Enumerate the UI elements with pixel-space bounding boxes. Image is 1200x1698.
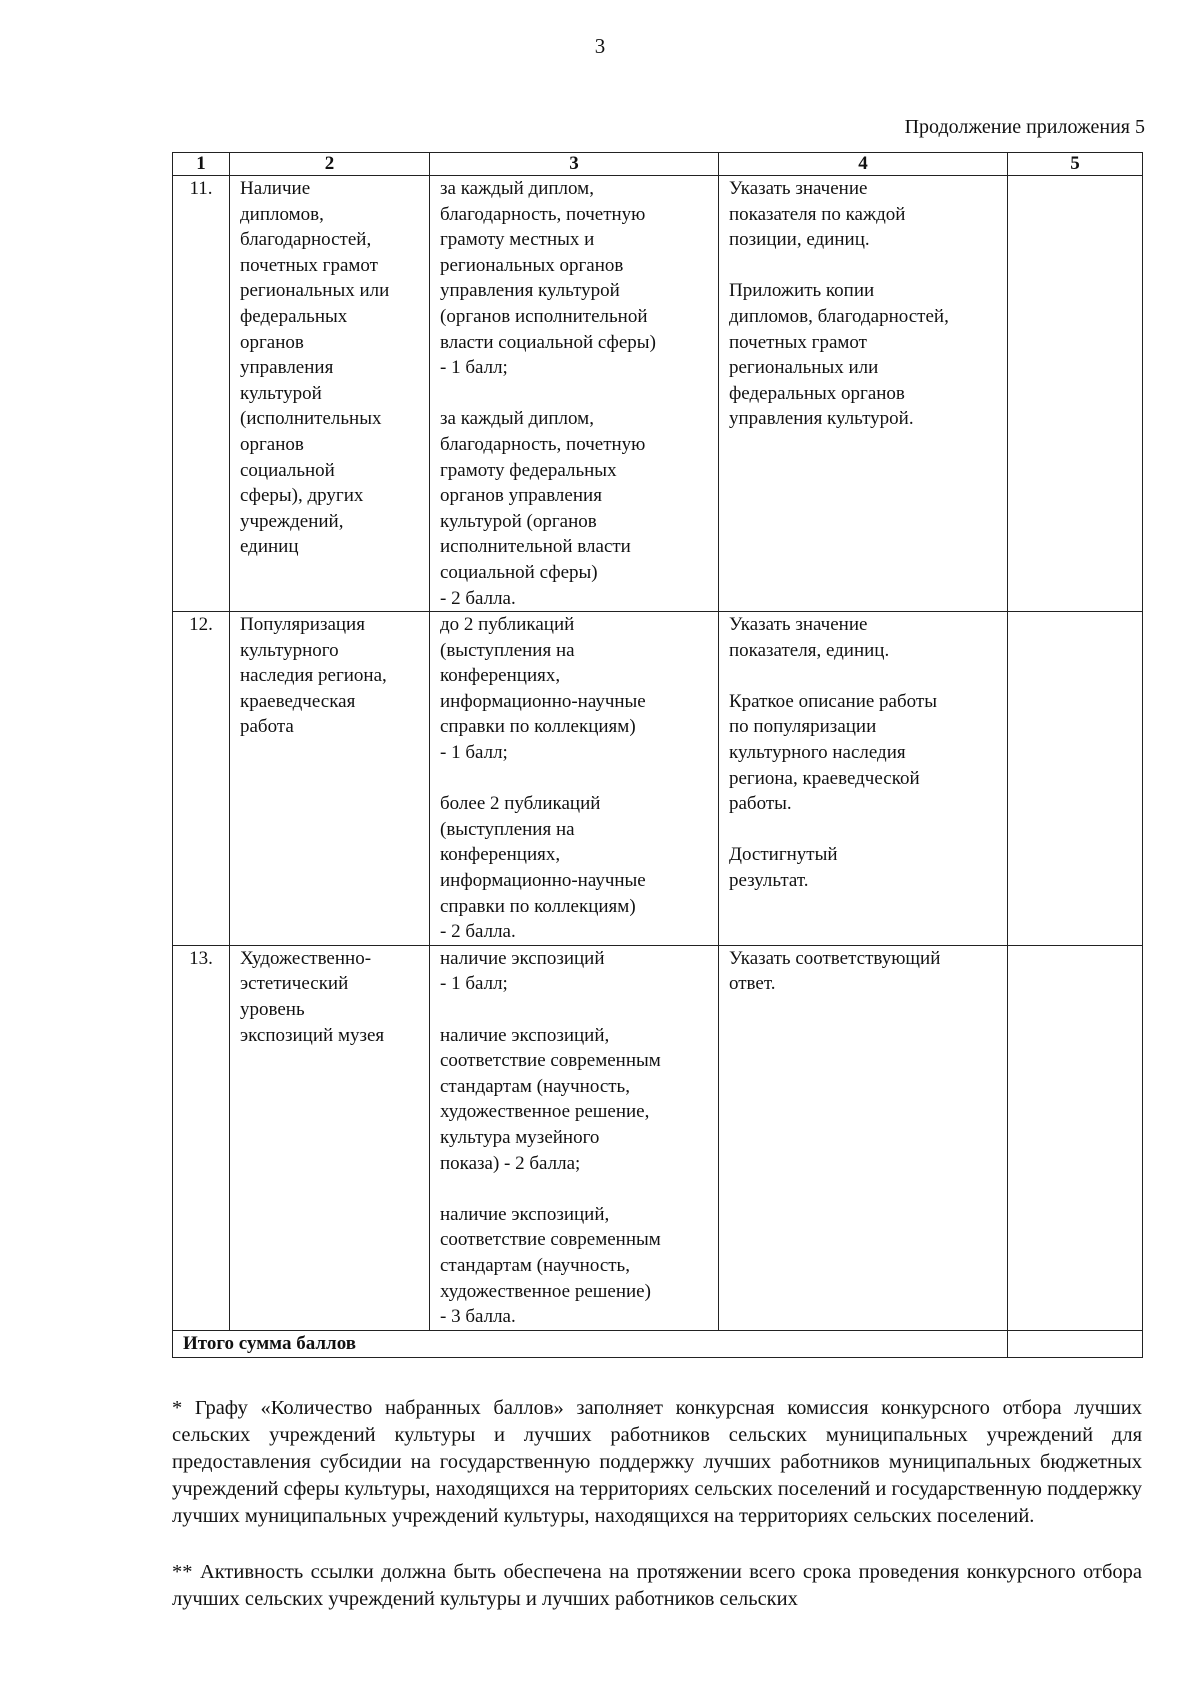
table-header-row (173, 153, 1143, 176)
indicator-cell: Наличие дипломов, благодарностей, почетных грамот региональных или федеральных органов управления культурой (исполнительных органов социальной сферы), других учреждений, единиц (230, 176, 430, 612)
score-cell (1008, 945, 1143, 1330)
continuation-label: Продолжение приложения 5 (904, 116, 1145, 138)
indicator-cell: Популяризация культурного наследия региона, краеведческая работа (230, 612, 430, 946)
page-number: 3 (594, 34, 606, 58)
table-row (173, 945, 1143, 1330)
instructions-cell: Указать соответствующий ответ. (719, 945, 1008, 1330)
criteria-table (172, 152, 1143, 1358)
instructions-cell: Указать значение показателя, единиц. Краткое описание работы по популяризации культурного наследия региона, краеведческой работы. Достигнутый результат. (719, 612, 1008, 946)
indicator-cell: Художественно- эстетический уровень экспозиций музея (230, 945, 430, 1330)
row-number: 11. (173, 176, 230, 612)
table-row (173, 176, 1143, 612)
header-col-3: 3 (430, 153, 719, 176)
footnote-1: * Графу «Количество набранных баллов» заполняет конкурсная комиссия конкурсного отбора лучших сельских учреждений культуры и лучших работников сельских муниципальных учреждений для предоставления субсидии на государственную поддержку лучших работников муниципальных бюджетных учреждений сферы культуры, находящихся на территориях сельских поселений и государственную поддержку лучших муниципальных учреждений культуры, находящихся на территориях сельских поселений. (172, 1397, 1142, 1527)
criteria-cell: за каждый диплом, благодарность, почетную грамоту местных и региональных органов управления культурой (органов исполнительной власти социальной сферы) - 1 балл; за каждый диплом, благодарность, почетную грамоту федеральных органов управления культурой (органов исполнительной власти социальной сферы) - 2 балла. (430, 176, 719, 612)
row-number: 12. (173, 612, 230, 946)
footnote-2: ** Активность ссылки должна быть обеспечена на протяжении всего срока проведения конкурсного отбора лучших сельских учреждений культуры и лучших работников сельских (172, 1561, 1142, 1610)
row-number: 13. (173, 945, 230, 1330)
total-score-cell (1008, 1330, 1143, 1357)
score-cell (1008, 176, 1143, 612)
total-label: Итого сумма баллов (173, 1330, 1008, 1357)
criteria-cell: наличие экспозиций - 1 балл; наличие экспозиций, соответствие современным стандартам (научность, художественное решение, культура музейного показа) - 2 балла; наличие экспозиций, соответствие современным стандартам (научность, художественное решение) - 3 балла. (430, 945, 719, 1330)
instructions-cell: Указать значение показателя по каждой позиции, единиц. Приложить копии дипломов, благодарностей, почетных грамот региональных или федеральных органов управления культурой. (719, 176, 1008, 612)
criteria-cell: до 2 публикаций (выступления на конференциях, информационно-научные справки по коллекциям) - 1 балл; более 2 публикаций (выступления на конференциях, информационно-научные справки по коллекциям) - 2 балла. (430, 612, 719, 946)
table-row (173, 612, 1143, 946)
header-col-1: 1 (173, 153, 230, 176)
total-row (173, 1330, 1143, 1357)
header-col-4: 4 (719, 153, 1008, 176)
score-cell (1008, 612, 1143, 946)
header-col-2: 2 (230, 153, 430, 176)
header-col-5: 5 (1008, 153, 1143, 176)
